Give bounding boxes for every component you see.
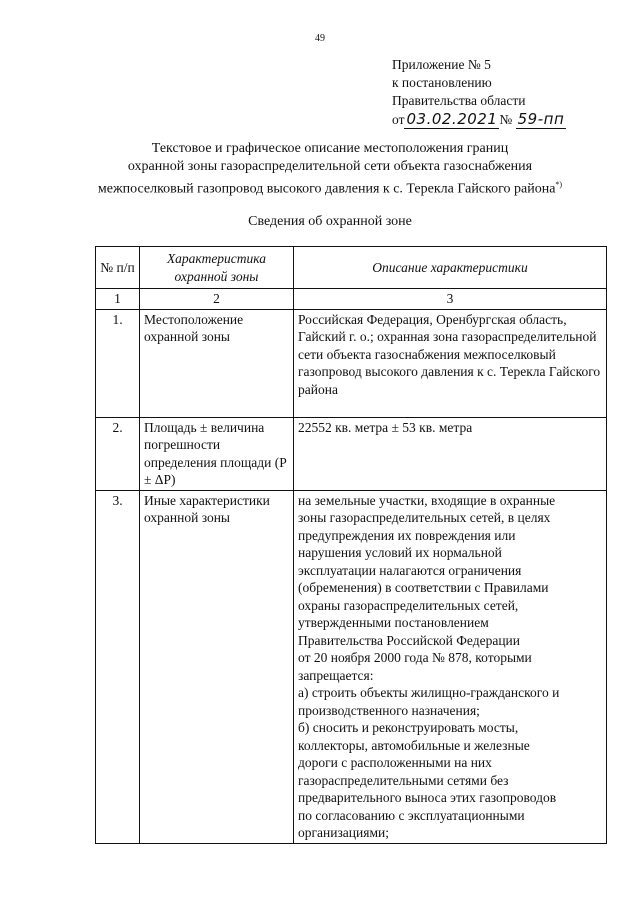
column-number-2: 2: [140, 289, 294, 310]
row-number: 2.: [96, 417, 140, 490]
date-prefix: от: [392, 112, 405, 127]
row-characteristic: Местоположение охранной зоны: [140, 309, 294, 417]
row-description: 22552 кв. метра ± 53 кв. метра: [294, 417, 607, 490]
description-line: зоны газораспределительных сетей, в целях: [298, 510, 551, 525]
appendix-line-1: Приложение № 5: [392, 57, 491, 72]
title-line-1: Текстовое и графическое описание местоположения границ: [151, 141, 509, 156]
row-description: Российская Федерация, Оренбургская область, Гайский г. о.; охранная зона газораспределительной сети объекта газоснабжения межпоселковый газопровод высокого давления к с. Терекла Гайского района: [294, 309, 607, 417]
description-line: б) сносить и реконструировать мосты,: [298, 720, 519, 735]
section-subtitle: Сведения об охранной зоне: [248, 214, 412, 229]
appendix-line-3: Правительства области: [392, 93, 526, 108]
description-line: организациями;: [298, 825, 389, 840]
row-number: 1.: [96, 309, 140, 417]
appendix-line-2: к постановлению: [392, 75, 492, 90]
description-line: предварительного выноса этих газопроводов: [298, 790, 557, 805]
row-characteristic: Площадь ± величина погрешности определения площади (P ± ΔP): [140, 417, 294, 490]
description-line: производственного назначения;: [298, 702, 480, 718]
row-characteristic: Иные характеристики охранной зоны: [140, 490, 294, 843]
description-line: газораспределительными сетями без: [298, 772, 509, 788]
header-characteristic: Характеристика охранной зоны: [140, 247, 294, 289]
description-line: нарушения условий их нормальной: [298, 545, 502, 560]
title-line-3-text: межпоселковый газопровод высокого давления к с. Терекла Гайского района: [97, 181, 556, 197]
description-line: по согласованию с эксплуатационными: [298, 807, 525, 823]
column-number-row: [96, 289, 607, 310]
column-number-3: 3: [294, 289, 607, 310]
description-line: (обременения) в соответствии с Правилами: [298, 580, 549, 595]
column-number-1: 1: [96, 289, 140, 310]
handwritten-number: 59-пп: [517, 110, 565, 128]
appendix-block: [392, 56, 566, 129]
zone-info-table: [95, 246, 607, 844]
number-prefix: №: [499, 112, 513, 127]
header-description: Описание характеристики: [294, 247, 607, 289]
appendix-date-line: [392, 110, 566, 129]
description-line: запрещается:: [298, 667, 374, 683]
handwritten-date: 03.02.2021: [406, 110, 498, 128]
description-line: утвержденными постановлением: [298, 615, 489, 630]
description-line: Правительства Российской Федерации: [298, 632, 520, 648]
description-line: дороги с расположенными на них: [298, 755, 492, 770]
title-line-3: [60, 176, 600, 199]
page-number: 49: [315, 33, 325, 44]
description-line: предупреждения их повреждения или: [298, 527, 516, 543]
footnote-mark: *): [555, 180, 563, 189]
row-number: 3.: [96, 490, 140, 843]
document-title: [60, 140, 600, 199]
row-description: [294, 490, 607, 843]
description-line: эксплуатации налагаются ограничения: [298, 562, 522, 578]
table-row: [96, 417, 607, 490]
table-header-row: [96, 247, 607, 289]
description-line: от 20 ноября 2000 года № 878, которыми: [298, 650, 532, 665]
title-line-2: охранной зоны газораспределительной сети объекта газоснабжения: [127, 159, 533, 174]
description-line: коллекторы, автомобильные и железные: [298, 737, 530, 753]
table-row: [96, 490, 607, 843]
description-line: на земельные участки, входящие в охранные: [298, 492, 556, 508]
description-line: охраны газораспределительных сетей,: [298, 597, 519, 613]
table-row: [96, 309, 607, 417]
header-num: № п/п: [96, 247, 140, 289]
description-line: а) строить объекты жилищно-гражданского и: [298, 685, 560, 700]
